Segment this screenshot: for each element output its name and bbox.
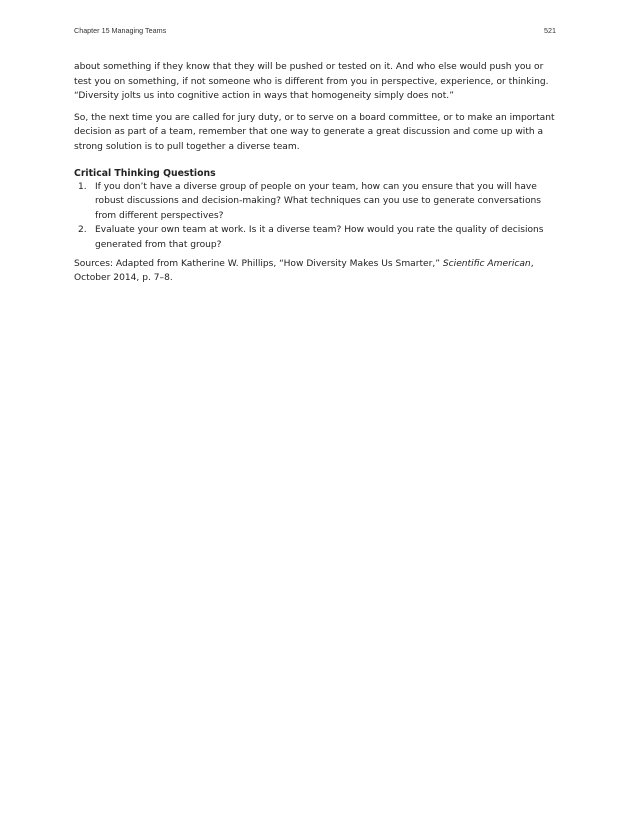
sources-prefix: Sources: Adapted from Katherine W. Phillips, “How Diversity Makes Us Smarter,” <box>74 258 443 269</box>
list-item-number: 2. <box>78 225 87 236</box>
sources-publication: Scientific American <box>442 258 531 269</box>
list-item <box>74 223 560 252</box>
main-content <box>74 60 560 293</box>
section-heading: Critical Thinking Questions <box>74 167 216 179</box>
sources-citation <box>74 257 560 286</box>
list-item-text: Evaluate your own team at work. Is it a diverse team? How would you rate the quality of decisions generated from that group? <box>95 225 544 250</box>
chapter-title: Chapter 15 Managing Teams <box>74 26 167 35</box>
page-number: 521 <box>544 26 556 35</box>
body-paragraph: about something if they know that they will be pushed or tested on it. And who else would push you or test you on something, if not someone who is different from you in perspective, experience, or thinking. “Diversity jolts us into cognitive action in ways that homogeneity simply does not.” <box>74 62 549 102</box>
question-list <box>74 180 560 253</box>
body-paragraph: So, the next time you are called for jury duty, or to serve on a board committee, or to make an important decision as part of a team, remember that one way to generate a great discussion and come up with a strong solution is to pull together a diverse team. <box>74 112 555 152</box>
list-item-text: If you don’t have a diverse group of people on your team, how can you ensure that you will have robust discussions and decision-making? What techniques can you use to generate conversations from different perspectives? <box>95 181 542 221</box>
sources-suffix: , October 2014, p. 7–8. <box>74 258 534 284</box>
list-item <box>74 180 560 224</box>
running-header <box>74 26 556 38</box>
list-item-number: 1. <box>78 181 87 192</box>
